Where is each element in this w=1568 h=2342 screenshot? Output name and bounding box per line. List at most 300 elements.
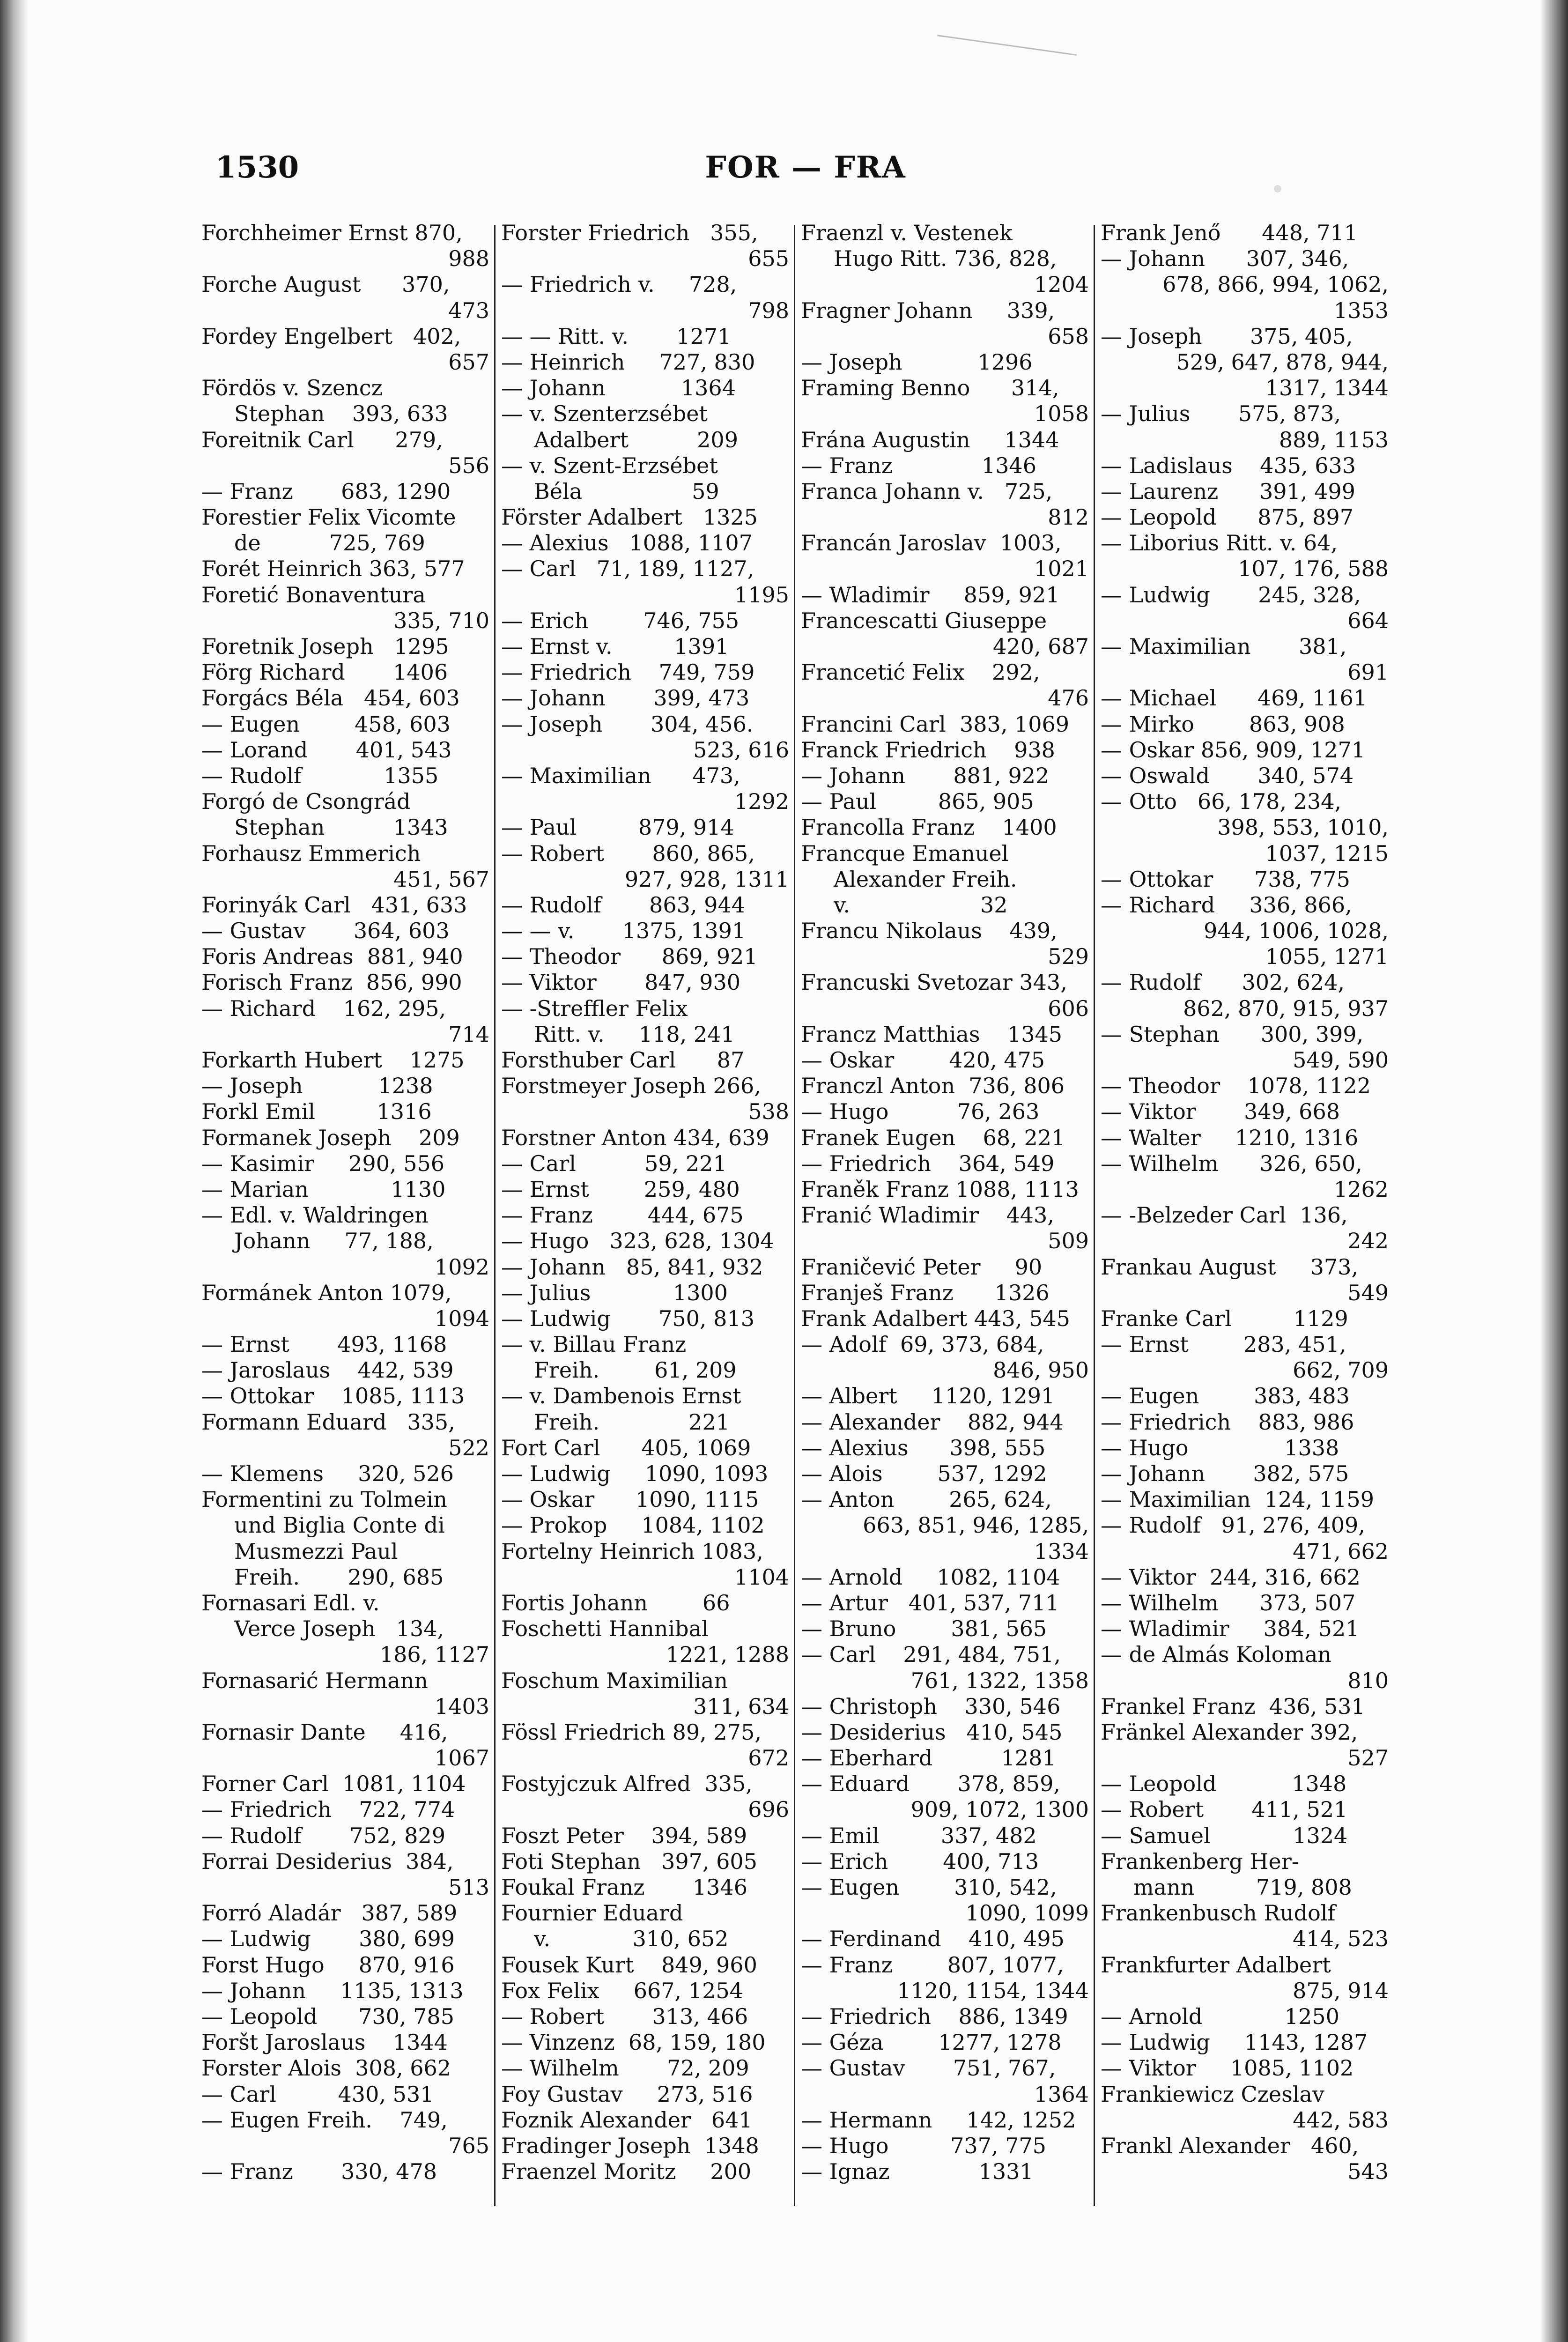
index-entry-continuation: 927, 928, 1311 — [624, 866, 789, 892]
index-entry-continuation: 420, 687 — [993, 634, 1089, 659]
index-entry: — v. Billau Franz — [501, 1332, 687, 1357]
index-entry-continuation: 186, 1127 — [379, 1642, 489, 1668]
index-entry: Franičević Peter 90 — [801, 1254, 1043, 1280]
index-entry: — Wilhelm 72, 209 — [501, 2055, 749, 2081]
index-entry: — Stephan 300, 399, — [1101, 1021, 1364, 1047]
index-entry-continuation: 1037, 1215 — [1265, 840, 1389, 866]
index-entry: Francque Emanuel — [801, 840, 1009, 866]
index-entry: Stephan 393, 633 — [234, 401, 448, 427]
index-entry: — Christoph 330, 546 — [801, 1693, 1061, 1719]
index-entry: Freih. 61, 209 — [534, 1357, 737, 1383]
index-entry: Frankenberg Her- — [1101, 1848, 1299, 1874]
index-entry: Fränkel Alexander 392, — [1101, 1719, 1358, 1745]
index-entry: — Ignaz 1331 — [801, 2159, 1034, 2185]
index-entry: v. 32 — [834, 892, 1008, 918]
index-entry: Formentini zu Tolmein — [201, 1487, 447, 1512]
index-entry-continuation: 658 — [1048, 323, 1089, 349]
index-entry: Foretić Bonaventura — [201, 582, 426, 608]
index-entry: Forstner Anton 434, 639 — [501, 1125, 769, 1150]
index-entry: — -Streffler Felix — [501, 995, 688, 1021]
index-entry: Fort Carl 405, 1069 — [501, 1435, 751, 1460]
index-entry: — Franz 1346 — [801, 452, 1036, 478]
index-entry: — Theodor 1078, 1122 — [1101, 1073, 1371, 1099]
index-entry-continuation: 810 — [1347, 1668, 1389, 1693]
index-entry-continuation: 1317, 1344 — [1265, 375, 1389, 401]
index-entry: Francán Jaroslav 1003, — [801, 530, 1062, 556]
index-entry: Fössl Friedrich 89, 275, — [501, 1719, 762, 1745]
index-entry: Formánek Anton 1079, — [201, 1280, 452, 1305]
index-entry: — Albert 1120, 1291 — [801, 1383, 1055, 1409]
index-entry: Foznik Alexander 641 — [501, 2107, 753, 2133]
index-entry: — Jaroslaus 442, 539 — [201, 1357, 454, 1383]
index-entry: Forster Alois 308, 662 — [201, 2055, 451, 2081]
index-entry: — Oskar 856, 909, 1271 — [1101, 737, 1366, 763]
index-entry: Fraenzl v. Vestenek — [801, 220, 1013, 245]
scan-edge-left — [0, 0, 28, 2342]
index-entry-continuation: 509 — [1048, 1228, 1089, 1254]
index-entry-continuation: 606 — [1048, 995, 1089, 1021]
index-entry: — Franz 683, 1290 — [201, 478, 451, 504]
column-rule — [494, 225, 496, 2206]
index-entry: — Lorand 401, 543 — [201, 737, 452, 763]
index-entry: — Maximilian 381, — [1101, 634, 1347, 659]
index-entry-continuation: 889, 1153 — [1279, 427, 1389, 452]
index-entry: Framing Benno 314, — [801, 375, 1059, 401]
index-entry: — Erich 746, 755 — [501, 608, 740, 633]
index-entry: Francetić Felix 292, — [801, 660, 1040, 685]
index-entry: Forhausz Emmerich — [201, 840, 421, 866]
index-entry-continuation: 1334 — [1034, 1538, 1089, 1564]
index-entry: Formann Eduard 335, — [201, 1409, 455, 1435]
running-head: FOR — FRA — [705, 150, 906, 185]
index-entry: — Julius 575, 873, — [1101, 401, 1341, 427]
index-entry: — Alois 537, 1292 — [801, 1461, 1047, 1486]
index-columns — [197, 220, 1389, 2216]
index-entry: Forster Friedrich 355, — [501, 220, 758, 245]
index-entry: — Géza 1277, 1278 — [801, 2030, 1062, 2055]
index-entry: — Artur 401, 537, 711 — [801, 1590, 1059, 1616]
index-entry-continuation: 944, 1006, 1028, — [1203, 918, 1389, 944]
index-entry: Foreitnik Carl 279, — [201, 427, 443, 452]
index-entry: — Richard 336, 866, — [1101, 892, 1352, 918]
index-entry: — Ernst 283, 451, — [1101, 1332, 1346, 1357]
index-entry: Fornasari Edl. v. — [201, 1590, 380, 1616]
scan-edge-right — [1540, 0, 1568, 2342]
index-entry: — Hugo 323, 628, 1304 — [501, 1228, 774, 1254]
index-entry: — Prokop 1084, 1102 — [501, 1512, 765, 1538]
index-entry-continuation: 672 — [748, 1745, 789, 1771]
index-entry: Foszt Peter 394, 589 — [501, 1823, 747, 1848]
scan-artifact — [937, 35, 1076, 56]
index-entry-continuation: 527 — [1347, 1745, 1389, 1771]
index-entry: Foy Gustav 273, 516 — [501, 2081, 753, 2107]
index-entry-continuation: 1204 — [1034, 272, 1089, 297]
index-entry: Francolla Franz 1400 — [801, 815, 1057, 840]
index-entry: — — v. 1375, 1391 — [501, 918, 746, 944]
index-entry: Franczl Anton 736, 806 — [801, 1073, 1065, 1099]
index-entry: — Kasimir 290, 556 — [201, 1150, 445, 1176]
index-entry-continuation: 1262 — [1333, 1176, 1389, 1202]
index-entry-continuation: 335, 710 — [393, 608, 489, 633]
page-number: 1530 — [215, 150, 299, 185]
index-entry: Frank Adalbert 443, 545 — [801, 1305, 1070, 1331]
index-entry: — Leopold 875, 897 — [1101, 504, 1354, 530]
index-entry: — Richard 162, 295, — [201, 995, 446, 1021]
index-entry: Fousek Kurt 849, 960 — [501, 1952, 757, 1978]
index-entry: — Paul 865, 905 — [801, 789, 1034, 815]
index-entry: — Robert 411, 521 — [1101, 1797, 1348, 1823]
index-entry: — Oswald 340, 574 — [1101, 763, 1354, 788]
index-entry-continuation: 311, 634 — [693, 1693, 789, 1719]
index-entry: — Ottokar 738, 775 — [1101, 866, 1350, 892]
index-entry: Francescatti Giuseppe — [801, 608, 1047, 633]
index-entry: — Friedrich 749, 759 — [501, 660, 755, 685]
index-entry-continuation: 549, 590 — [1293, 1047, 1389, 1073]
index-entry: — Viktor 847, 930 — [501, 970, 740, 995]
index-entry: Foris Andreas 881, 940 — [201, 944, 463, 970]
index-entry: Formanek Joseph 209 — [201, 1125, 460, 1150]
index-entry-continuation: 1058 — [1034, 401, 1089, 427]
index-entry-continuation: 442, 583 — [1293, 2107, 1389, 2133]
index-entry-continuation: 678, 866, 994, 1062, — [1162, 272, 1389, 297]
index-entry: — Ludwig 1090, 1093 — [501, 1461, 769, 1486]
index-entry: Forchheimer Ernst 870, — [201, 220, 463, 245]
index-entry: — Wladimir 384, 521 — [1101, 1616, 1360, 1642]
index-entry-continuation: 476 — [1048, 685, 1089, 711]
index-entry-continuation: 1195 — [734, 582, 789, 608]
index-entry: Fordey Engelbert 402, — [201, 323, 461, 349]
index-column-1 — [201, 220, 489, 2216]
index-entry: — Oskar 420, 475 — [801, 1047, 1045, 1073]
index-entry: — Anton 265, 624, — [801, 1487, 1052, 1512]
index-entry: — Joseph 1238 — [201, 1073, 433, 1099]
index-entry: Stephan 1343 — [234, 815, 448, 840]
index-entry-continuation: 875, 914 — [1293, 1978, 1389, 2003]
index-entry: Forisch Franz 856, 990 — [201, 970, 462, 995]
index-column-3 — [801, 220, 1089, 2216]
index-entry-continuation: 714 — [448, 1021, 489, 1047]
index-entry: — Hugo 1338 — [1101, 1435, 1339, 1460]
index-entry: Forgács Béla 454, 603 — [201, 685, 460, 711]
index-entry: Frankiewicz Czeslav — [1101, 2081, 1324, 2107]
index-entry-continuation: 1221, 1288 — [666, 1642, 789, 1668]
index-entry: Foschum Maximilian — [501, 1668, 728, 1693]
index-entry: — Maximilian 124, 1159 — [1101, 1487, 1374, 1512]
page-header — [215, 150, 1396, 197]
column-rule — [794, 225, 795, 2206]
index-entry-continuation: 414, 523 — [1293, 1926, 1389, 1952]
index-entry: — Hugo 737, 775 — [801, 2133, 1046, 2158]
index-entry: Forét Heinrich 363, 577 — [201, 556, 465, 582]
index-entry: Forgó de Csongrád — [201, 789, 411, 815]
index-entry: — Hermann 142, 1252 — [801, 2107, 1076, 2133]
index-entry: Frána Augustin 1344 — [801, 427, 1059, 452]
index-entry: — Rudolf 1355 — [201, 763, 439, 788]
index-entry: — Liborius Ritt. v. 64, — [1101, 530, 1338, 556]
index-entry: — Vinzenz 68, 159, 180 — [501, 2030, 766, 2055]
index-entry: — Ferdinand 410, 495 — [801, 1926, 1065, 1952]
index-entry: — Friedrich 883, 986 — [1101, 1409, 1354, 1435]
index-entry: Freih. 221 — [534, 1409, 730, 1435]
index-entry: v. 310, 652 — [534, 1926, 729, 1952]
index-entry: Franck Friedrich 938 — [801, 737, 1055, 763]
index-entry: — Robert 860, 865, — [501, 840, 755, 866]
index-entry-continuation: 1092 — [434, 1254, 489, 1280]
index-entry-continuation: 1021 — [1034, 556, 1089, 582]
index-entry-continuation: 1090, 1099 — [965, 1900, 1089, 1926]
index-entry: — Carl 59, 221 — [501, 1150, 727, 1176]
index-entry: Forró Aladár 387, 589 — [201, 1900, 458, 1926]
index-entry: — Viktor 1085, 1102 — [1101, 2055, 1354, 2081]
column-rule — [1094, 225, 1095, 2206]
index-entry: — Hugo 76, 263 — [801, 1099, 1040, 1125]
index-entry: — v. Dambenois Ernst — [501, 1383, 741, 1409]
index-entry: — Otto 66, 178, 234, — [1101, 789, 1342, 815]
index-entry: Förster Adalbert 1325 — [501, 504, 758, 530]
index-entry: — Maximilian 473, — [501, 763, 740, 788]
index-entry: — Ernst 259, 480 — [501, 1176, 740, 1202]
index-entry: Forsthuber Carl 87 — [501, 1047, 745, 1073]
index-entry: Forstmeyer Joseph 266, — [501, 1073, 761, 1099]
index-entry-continuation: 691 — [1347, 660, 1389, 685]
index-entry-continuation: 529 — [1048, 944, 1089, 970]
index-entry: — Alexius 1088, 1107 — [501, 530, 753, 556]
index-entry: Foretnik Joseph 1295 — [201, 634, 449, 659]
index-entry: — Viktor 349, 668 — [1101, 1099, 1340, 1125]
index-entry: Forner Carl 1081, 1104 — [201, 1771, 466, 1797]
index-entry: Francuski Svetozar 343, — [801, 970, 1067, 995]
index-entry: — Friedrich 886, 1349 — [801, 2003, 1068, 2029]
index-entry: — Wilhelm 326, 650, — [1101, 1150, 1362, 1176]
index-entry: Verce Joseph 134, — [234, 1616, 444, 1642]
index-entry-continuation: 523, 616 — [693, 737, 789, 763]
index-entry: — Ludwig 1143, 1287 — [1101, 2030, 1368, 2055]
index-entry-continuation: 556 — [448, 452, 489, 478]
index-entry: Förg Richard 1406 — [201, 660, 448, 685]
index-entry: — Johann 85, 841, 932 — [501, 1254, 763, 1280]
index-entry: Fortelny Heinrich 1083, — [501, 1538, 763, 1564]
index-entry: — Friedrich 722, 774 — [201, 1797, 455, 1823]
index-entry: Forinyák Carl 431, 633 — [201, 892, 467, 918]
index-entry: — Viktor 244, 316, 662 — [1101, 1564, 1361, 1590]
index-entry: — Leopold 1348 — [1101, 1771, 1347, 1797]
index-entry: — Heinrich 727, 830 — [501, 349, 755, 375]
index-entry: — Ottokar 1085, 1113 — [201, 1383, 465, 1409]
index-entry-continuation: 473 — [448, 297, 489, 323]
index-entry: — Erich 400, 713 — [801, 1848, 1039, 1874]
index-entry: — Johann 1364 — [501, 375, 736, 401]
index-entry: Adalbert 209 — [534, 427, 738, 452]
index-entry-continuation: 812 — [1048, 504, 1089, 530]
index-entry: — Eugen 310, 542, — [801, 1875, 1057, 1900]
index-entry-continuation: 538 — [748, 1099, 789, 1125]
index-entry-continuation: 846, 950 — [993, 1357, 1089, 1383]
index-entry-continuation: 543 — [1347, 2159, 1389, 2185]
index-entry: — Marian 1130 — [201, 1176, 446, 1202]
index-entry: Fragner Johann 339, — [801, 297, 1055, 323]
index-entry: Fortis Johann 66 — [501, 1590, 730, 1616]
index-entry: — Walter 1210, 1316 — [1101, 1125, 1359, 1150]
index-entry: Ritt. v. 118, 241 — [534, 1021, 735, 1047]
index-entry: — Johann 881, 922 — [801, 763, 1050, 788]
index-entry: Freih. 290, 685 — [234, 1564, 444, 1590]
index-entry: — Gustav 751, 767, — [801, 2055, 1056, 2081]
index-entry: Frankau August 373, — [1101, 1254, 1359, 1280]
index-entry: — v. Szent-Erzsébet — [501, 452, 718, 478]
index-entry-continuation: 1104 — [734, 1564, 789, 1590]
index-entry: — Johann 382, 575 — [1101, 1461, 1349, 1486]
index-entry-continuation: 549 — [1347, 1280, 1389, 1305]
index-entry: — Alexander 882, 944 — [801, 1409, 1064, 1435]
index-entry: — Johann 1135, 1313 — [201, 1978, 464, 2003]
index-entry: Forestier Felix Vicomte — [201, 504, 456, 530]
index-entry: — Joseph 1296 — [801, 349, 1033, 375]
index-column-2 — [501, 220, 789, 2216]
index-entry: — Ludwig 380, 699 — [201, 1926, 455, 1952]
index-entry: Franke Carl 1129 — [1101, 1305, 1348, 1331]
index-entry-continuation: 1353 — [1333, 297, 1389, 323]
index-entry: — Samuel 1324 — [1101, 1823, 1348, 1848]
index-entry: Franca Johann v. 725, — [801, 478, 1053, 504]
index-entry: Forkarth Hubert 1275 — [201, 1047, 465, 1073]
index-entry-continuation: 1067 — [434, 1745, 489, 1771]
index-entry-continuation: 765 — [448, 2133, 489, 2158]
index-entry-continuation: 1403 — [434, 1693, 489, 1719]
index-entry: — Rudolf 863, 944 — [501, 892, 745, 918]
index-entry: Franješ Franz 1326 — [801, 1280, 1050, 1305]
index-entry: — Friedrich v. 728, — [501, 272, 737, 297]
index-entry: Frankenbusch Rudolf — [1101, 1900, 1336, 1926]
index-entry: Frank Jenő 448, 711 — [1101, 220, 1358, 245]
index-entry: — Michael 469, 1161 — [1101, 685, 1368, 711]
index-entry: — Wladimir 859, 921 — [801, 582, 1060, 608]
index-entry-continuation: 664 — [1347, 608, 1389, 633]
index-entry: — Bruno 381, 565 — [801, 1616, 1047, 1642]
index-entry-continuation: 663, 851, 946, 1285, — [863, 1512, 1089, 1538]
index-entry: — Theodor 869, 921 — [501, 944, 758, 970]
index-entry: — Ernst v. 1391 — [501, 634, 729, 659]
index-entry: Franěk Franz 1088, 1113 — [801, 1176, 1079, 1202]
index-entry-continuation: 513 — [448, 1875, 489, 1900]
index-entry: — Desiderius 410, 545 — [801, 1719, 1063, 1745]
index-entry-continuation: 1120, 1154, 1344 — [897, 1978, 1089, 2003]
index-entry: — Julius 1300 — [501, 1280, 728, 1305]
index-entry: — Klemens 320, 526 — [201, 1461, 454, 1486]
index-entry: — Ludwig 750, 813 — [501, 1305, 754, 1331]
index-entry: — Alexius 398, 555 — [801, 1435, 1046, 1460]
index-entry: Foukal Franz 1346 — [501, 1875, 747, 1900]
index-entry: Frankfurter Adalbert — [1101, 1952, 1331, 1978]
index-entry: — — Ritt. v. 1271 — [501, 323, 732, 349]
index-entry: — Paul 879, 914 — [501, 815, 734, 840]
index-entry: Foršt Jaroslaus 1344 — [201, 2030, 448, 2055]
index-entry-continuation: 988 — [448, 246, 489, 272]
index-entry: Forst Hugo 870, 916 — [201, 1952, 455, 1978]
index-entry: Fostyjczuk Alfred 335, — [501, 1771, 753, 1797]
index-entry-continuation: 471, 662 — [1293, 1538, 1389, 1564]
index-entry: — de Almás Koloman — [1101, 1642, 1332, 1668]
index-entry: — Rudolf 91, 276, 409, — [1101, 1512, 1365, 1538]
index-entry-continuation: 242 — [1347, 1228, 1389, 1254]
index-entry: de 725, 769 — [234, 530, 425, 556]
index-entry: — v. Szenterzsébet — [501, 401, 708, 427]
index-entry-continuation: 529, 647, 878, 944, — [1176, 349, 1389, 375]
index-entry: — Leopold 730, 785 — [201, 2003, 454, 2029]
index-entry-continuation: 909, 1072, 1300 — [910, 1797, 1089, 1823]
index-entry: Fox Felix 667, 1254 — [501, 1978, 743, 2003]
index-entry-continuation: 862, 870, 915, 937 — [1183, 995, 1389, 1021]
index-entry-continuation: 1364 — [1034, 2081, 1089, 2107]
index-entry: — Robert 313, 466 — [501, 2003, 748, 2029]
index-entry: — Johann 399, 473 — [501, 685, 750, 711]
index-entry-continuation: 798 — [748, 297, 789, 323]
index-entry: Musmezzi Paul — [234, 1538, 398, 1564]
index-entry: Fradinger Joseph 1348 — [501, 2133, 759, 2158]
index-entry: Francini Carl 383, 1069 — [801, 711, 1070, 737]
index-entry: — Mirko 863, 908 — [1101, 711, 1345, 737]
index-entry: Frankel Franz 436, 531 — [1101, 1693, 1365, 1719]
index-entry: Johann 77, 188, — [234, 1228, 434, 1254]
index-entry-continuation: 398, 553, 1010, — [1217, 815, 1389, 840]
index-entry: — Franz 330, 478 — [201, 2159, 437, 2185]
index-entry: — Gustav 364, 603 — [201, 918, 450, 944]
index-entry: — Rudolf 752, 829 — [201, 1823, 445, 1848]
index-entry: — Eduard 378, 859, — [801, 1771, 1060, 1797]
index-entry: Frankl Alexander 460, — [1101, 2133, 1359, 2158]
index-entry: — Carl 430, 531 — [201, 2081, 434, 2107]
index-entry: — Rudolf 302, 624, — [1101, 970, 1345, 995]
index-entry: Forkl Emil 1316 — [201, 1099, 432, 1125]
index-column-4 — [1101, 220, 1389, 2216]
index-entry: Forche August 370, — [201, 272, 450, 297]
index-entry: Franek Eugen 68, 221 — [801, 1125, 1065, 1150]
index-entry: — Laurenz 391, 499 — [1101, 478, 1355, 504]
index-entry: Forrai Desiderius 384, — [201, 1848, 454, 1874]
index-entry: Fournier Eduard — [501, 1900, 683, 1926]
index-entry: Hugo Ritt. 736, 828, — [834, 246, 1057, 272]
index-entry: — Friedrich 364, 549 — [801, 1150, 1055, 1176]
index-entry-continuation: 657 — [448, 349, 489, 375]
index-entry: — Arnold 1082, 1104 — [801, 1564, 1060, 1590]
index-entry: — Carl 71, 189, 1127, — [501, 556, 754, 582]
index-entry: Francu Nikolaus 439, — [801, 918, 1058, 944]
index-entry: — Johann 307, 346, — [1101, 246, 1349, 272]
index-entry: — Carl 291, 484, 751, — [801, 1642, 1061, 1668]
index-entry: Foti Stephan 397, 605 — [501, 1848, 757, 1874]
index-entry: — Eugen 383, 483 — [1101, 1383, 1350, 1409]
index-entry: — Oskar 1090, 1115 — [501, 1487, 759, 1512]
index-entry: — Eugen 458, 603 — [201, 711, 451, 737]
index-entry: Fornasir Dante 416, — [201, 1719, 448, 1745]
index-entry: — Emil 337, 482 — [801, 1823, 1037, 1848]
index-entry: — Franz 807, 1077, — [801, 1952, 1064, 1978]
index-entry-continuation: 655 — [748, 246, 789, 272]
index-entry: — Eugen Freih. 749, — [201, 2107, 448, 2133]
index-entry: Franić Wladimir 443, — [801, 1202, 1054, 1228]
index-entry: — Eberhard 1281 — [801, 1745, 1056, 1771]
index-entry: — Joseph 304, 456. — [501, 711, 754, 737]
index-entry-continuation: 1055, 1271 — [1265, 944, 1389, 970]
index-entry-continuation: 662, 709 — [1293, 1357, 1389, 1383]
index-entry: Fraenzel Moritz 200 — [501, 2159, 752, 2185]
index-entry: — Edl. v. Waldringen — [201, 1202, 429, 1228]
index-entry: — -Belzeder Carl 136, — [1101, 1202, 1348, 1228]
index-entry-continuation: 522 — [448, 1435, 489, 1460]
index-entry: — Ernst 493, 1168 — [201, 1332, 447, 1357]
index-entry-continuation: 451, 567 — [393, 866, 489, 892]
index-entry: — Arnold 1250 — [1101, 2003, 1339, 2029]
index-entry-continuation: 107, 176, 588 — [1238, 556, 1389, 582]
